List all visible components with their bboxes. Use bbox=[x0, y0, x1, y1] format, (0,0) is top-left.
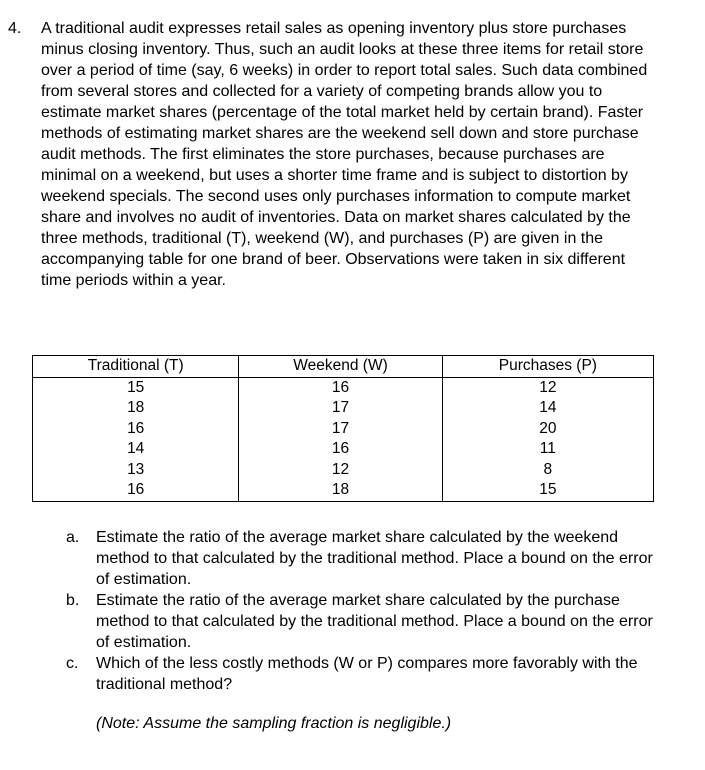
cell-traditional: 14 bbox=[33, 439, 239, 460]
sub-question-text: Estimate the ratio of the average market share calculated by the weekend method to that calculated by the traditional method. Place a bound on the error of estimation. bbox=[96, 529, 653, 588]
cell-weekend: 12 bbox=[239, 460, 442, 481]
note: (Note: Assume the sampling fraction is negligible.) bbox=[96, 715, 452, 732]
market-share-table bbox=[32, 355, 654, 502]
sub-question-text: Which of the less costly methods (W or P) compares more favorably with the traditional method? bbox=[96, 655, 638, 693]
problem-text: A traditional audit expresses retail sales as opening inventory plus store purchases minus closing inventory. Thus, such an audit looks at these three items for retail store over a period of time (say, 6 weeks) in order to report total sales. Such data combined from several stores and collected for a variety of competing brands allow you to estimate market shares (percentage of the total market held by certain brand). Faster methods of estimating market shares are the weekend sell down and store purchase audit methods. The first eliminates the store purchases, because purchases are minimal on a weekend, but uses a shorter time frame and is subject to distortion by weekend specials. The second uses only purchases information to compute market share and involves no audit of inventories. Data on market shares calculated by the three methods, traditional (T), weekend (W), and purchases (P) are given in the accompanying table for one brand of beer. Observations were taken in six different time periods within a year. bbox=[41, 20, 648, 289]
cell-weekend: 18 bbox=[239, 480, 442, 501]
cell-purchases: 11 bbox=[442, 439, 653, 460]
problem-number: 4. bbox=[8, 20, 22, 37]
sub-question-label: c. bbox=[66, 655, 79, 672]
header-traditional: Traditional (T) bbox=[33, 356, 239, 378]
table-row bbox=[33, 460, 654, 481]
cell-weekend: 17 bbox=[239, 398, 442, 419]
cell-traditional: 13 bbox=[33, 460, 239, 481]
cell-purchases: 20 bbox=[442, 419, 653, 440]
cell-weekend: 16 bbox=[239, 377, 442, 398]
cell-traditional: 16 bbox=[33, 480, 239, 501]
table-row bbox=[33, 480, 654, 501]
cell-traditional: 18 bbox=[33, 398, 239, 419]
sub-question-label: b. bbox=[66, 592, 80, 609]
table-row bbox=[33, 398, 654, 419]
sub-question-b bbox=[66, 590, 656, 653]
cell-weekend: 17 bbox=[239, 419, 442, 440]
cell-purchases: 14 bbox=[442, 398, 653, 419]
table-row bbox=[33, 419, 654, 440]
sub-question-c bbox=[66, 653, 656, 695]
sub-question-text: Estimate the ratio of the average market share calculated by the purchase method to that calculated by the traditional method. Place a bound on the error of estimation. bbox=[96, 592, 653, 651]
sub-question-label: a. bbox=[66, 529, 80, 546]
table-header-row bbox=[33, 356, 654, 378]
cell-purchases: 12 bbox=[442, 377, 653, 398]
table-row bbox=[33, 439, 654, 460]
table-row bbox=[33, 377, 654, 398]
cell-traditional: 15 bbox=[33, 377, 239, 398]
cell-purchases: 15 bbox=[442, 480, 653, 501]
cell-purchases: 8 bbox=[442, 460, 653, 481]
cell-weekend: 16 bbox=[239, 439, 442, 460]
header-weekend: Weekend (W) bbox=[239, 356, 442, 378]
header-purchases: Purchases (P) bbox=[442, 356, 653, 378]
cell-traditional: 16 bbox=[33, 419, 239, 440]
sub-questions bbox=[66, 527, 656, 695]
sub-question-a bbox=[66, 527, 656, 590]
problem-statement bbox=[8, 18, 648, 291]
